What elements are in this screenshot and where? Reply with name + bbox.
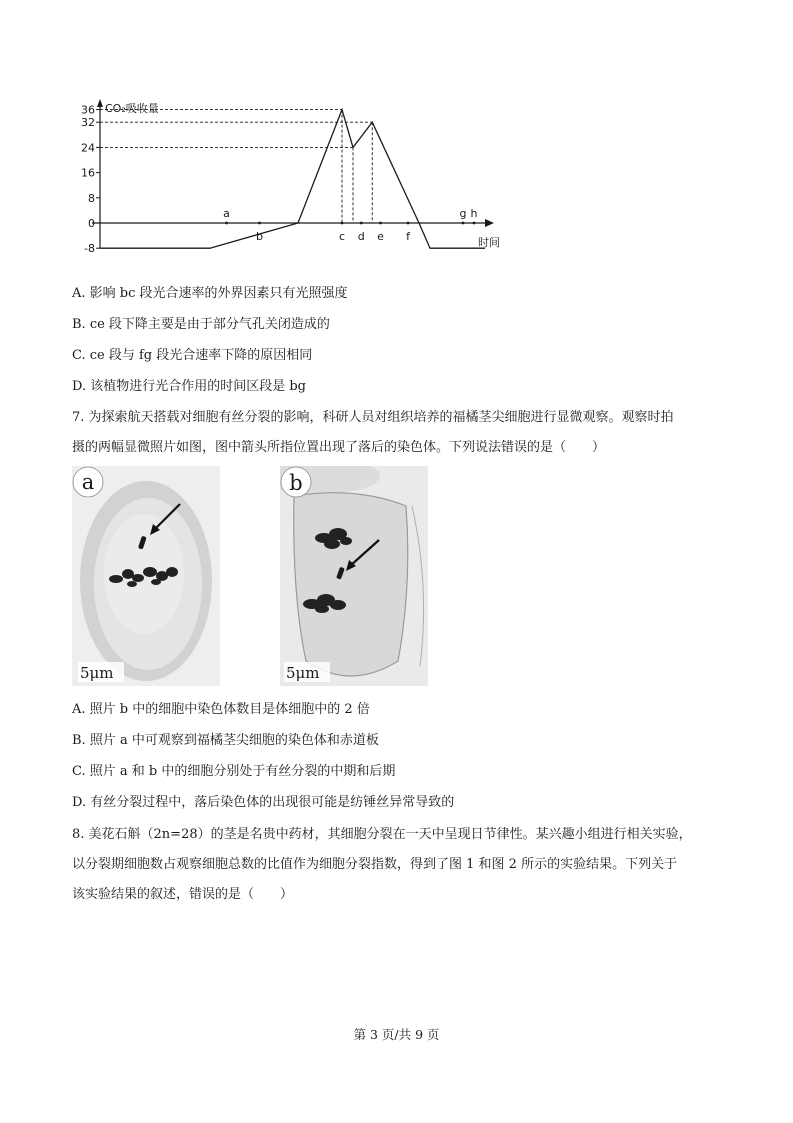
- x-point-label: b: [256, 230, 263, 243]
- y-axis-arrow: [97, 99, 103, 107]
- y-tick-label: 0: [88, 217, 95, 230]
- q6-option-a: A. 影响 bc 段光合速率的外界因素只有光照强度: [72, 286, 348, 301]
- scale-bar-b: 5μm: [286, 664, 320, 682]
- y-axis-label: CO₂吸收量: [105, 102, 159, 115]
- x-point-marker: [341, 222, 344, 225]
- y-tick-label: -8: [84, 242, 95, 256]
- q7-option-b: B. 照片 a 中可观察到福橘茎尖细胞的染色体和赤道板: [72, 733, 379, 748]
- micrograph-b: [280, 466, 428, 686]
- x-point-label: h: [470, 207, 478, 220]
- y-tick-label: 36: [81, 103, 95, 117]
- x-point-marker: [473, 222, 476, 225]
- x-point-marker: [407, 222, 410, 225]
- x-point-label: d: [357, 230, 365, 243]
- y-tick-labels: [81, 104, 100, 256]
- q7-option-d: D. 有丝分裂过程中，落后染色体的出现很可能是纺锤丝异常导致的: [72, 795, 455, 810]
- x-axis-arrow: [485, 219, 494, 227]
- q7-option-c: C. 照片 a 和 b 中的细胞分别处于有丝分裂的中期和后期: [72, 764, 396, 779]
- x-point-marker: [225, 222, 228, 225]
- co2-absorption-chart: [70, 96, 510, 256]
- x-point-label: e: [377, 230, 384, 243]
- x-point-marker: [379, 222, 382, 225]
- q7-stem-line2: 摄的两幅显微照片如图，图中箭头所指位置出现了落后的染色体。下列说法错误的是（ ）: [72, 440, 606, 455]
- x-point-label: a: [223, 207, 230, 220]
- q8-line2: 以分裂期细胞数占观察细胞总数的比值作为细胞分裂指数，得到了图 1 和图 2 所示的实验结果。下列关于: [72, 857, 678, 872]
- q8-line1: 8. 美花石斛（2n=28）的茎是名贵中药材，其细胞分裂在一天中呈现日节律性。某兴趣小组进行相关实验，: [72, 827, 692, 842]
- x-point-marker: [462, 222, 465, 225]
- dashed-guides: [100, 110, 372, 223]
- photo-b-label: b: [289, 471, 303, 495]
- q6-option-d: D. 该植物进行光合作用的时间区段是 bg: [72, 379, 307, 394]
- y-tick-label: 32: [81, 116, 95, 130]
- x-axis-label: 时间: [478, 236, 500, 249]
- q7-option-a: A. 照片 b 中的细胞中染色体数目是体细胞中的 2 倍: [72, 702, 370, 717]
- x-point-label: c: [338, 230, 346, 243]
- co2-series-line: [100, 110, 485, 249]
- x-point-marker: [360, 222, 363, 225]
- y-tick-label: 8: [88, 191, 95, 205]
- x-point-label: g: [459, 207, 467, 220]
- q6-option-b: B. ce 段下降主要是由于部分气孔关闭造成的: [72, 317, 330, 332]
- q7-stem-line1: 7. 为探索航天搭载对细胞有丝分裂的影响，科研人员对组织培养的福橘茎尖细胞进行显微观察。观察时拍: [72, 410, 674, 425]
- scale-bar-a: 5μm: [80, 664, 114, 682]
- q6-option-c: C. ce 段与 fg 段光合速率下降的原因相同: [72, 348, 313, 363]
- x-point-label: f: [406, 230, 410, 243]
- x-point-marker: [258, 222, 261, 225]
- micrograph-a: [72, 466, 220, 686]
- page-footer: 第 3 页/共 9 页: [353, 1027, 440, 1042]
- x-point-labels: [223, 207, 477, 243]
- photo-a-label: a: [81, 470, 95, 494]
- y-tick-label: 24: [81, 141, 95, 155]
- y-tick-label: 16: [81, 166, 95, 180]
- q8-line3: 该实验结果的叙述，错误的是（ ）: [72, 887, 294, 902]
